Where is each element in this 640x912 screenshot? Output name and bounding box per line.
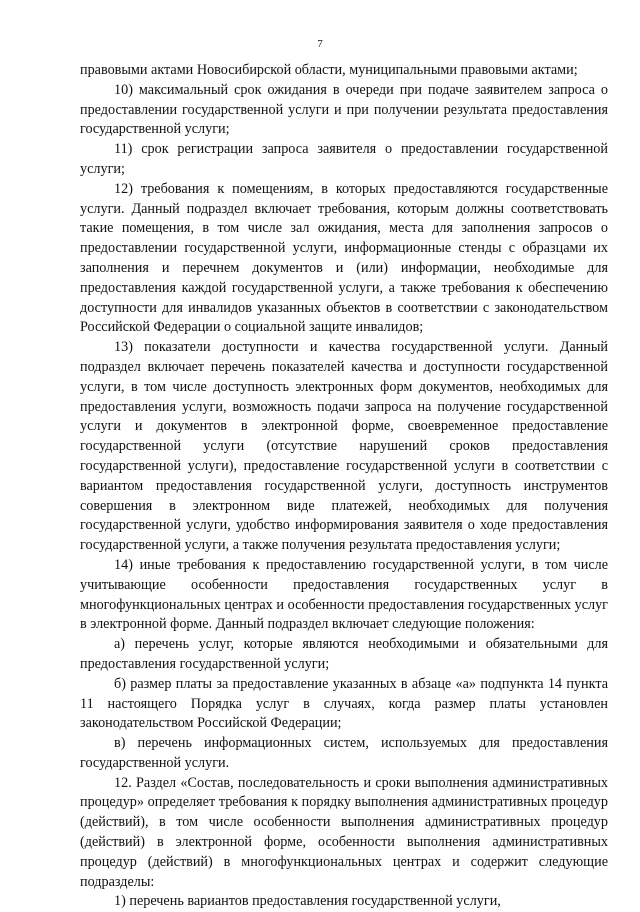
paragraph-item-13: 13) показатели доступности и качества государственной услуги. Данный подраздел включает перечень показателей качества и доступности государственной услуги, в том числе доступность электронных форм документов, необходимых для предоставления услуги, возможность подачи запроса на получение государственной услуги и документов в электронной форме, своевременное предоставление государственной услуги (отсутствие нарушений сроков предоставления государственной услуги), предоставление государственной услуги в соответствии с вариантом предоставления государственной услуги, доступность инструментов совершения в электронном виде платежей, необходимых для получения государственной услуги, удобство информирования заявителя о ходе предоставления государственной услуги, а также получения результата предоставления услуги; — [80, 339, 608, 554]
document-body — [80, 61, 608, 912]
paragraph-subitem-b: б) размер платы за предоставление указанных в абзаце «а» подпункта 14 пункта 11 настоящего Порядка услуг в случаях, когда размер платы установлен законодательством Российской Федерации; — [80, 675, 608, 732]
paragraph-item-10: 10) максимальный срок ожидания в очереди при подаче заявителем запроса о предоставлении государственной услуги и при получении результата предоставления государственной услуги; — [80, 81, 608, 138]
page-number: 7 — [317, 38, 323, 50]
paragraph-continuation: правовыми актами Новосибирской области, муниципальными правовыми актами; — [80, 62, 578, 78]
paragraph-item-12: 12) требования к помещениям, в которых предоставляются государственные услуги. Данный подраздел включает требования, которым должны соответствовать такие помещения, в том числе зал ожидания, места для заполнения запросов о предоставлении государственной услуги, информационные стенды с образцами их заполнения и перечнем документов и (или) информации, необходимые для предоставления каждой государственной услуги, а также требования к обеспечению доступности для инвалидов указанных объектов в соответствии с законодательством Российской Федерации о социальной защите инвалидов; — [80, 180, 608, 336]
paragraph-item-14: 14) иные требования к предоставлению государственной услуги, в том числе учитывающие особенности предоставления государственных услуг в многофункциональных центрах и особенности предоставления государственных услуг в электронной форме. Данный подраздел включает следующие положения: — [80, 556, 608, 633]
paragraph-item-11: 11) срок регистрации запроса заявителя о предоставлении государственной услуги; — [80, 141, 608, 177]
paragraph-section-12: 12. Раздел «Состав, последовательность и сроки выполнения административных процедур» определяет требования к порядку выполнения административных процедур (действий), в том числе особенности выполнения административных процедур (действий) в электронной форме, особенности выполнения административных процедур (действий) в многофункциональных центрах и содержит следующие подразделы: — [80, 774, 608, 890]
paragraph-subitem-v: в) перечень информационных систем, используемых для предоставления государственной услуги. — [80, 735, 608, 771]
paragraph-subitem-a: а) перечень услуг, которые являются необходимыми и обязательными для предоставления государственной услуги; — [80, 636, 608, 672]
paragraph-section-12-item-1: 1) перечень вариантов предоставления государственной услуги, — [114, 893, 501, 910]
